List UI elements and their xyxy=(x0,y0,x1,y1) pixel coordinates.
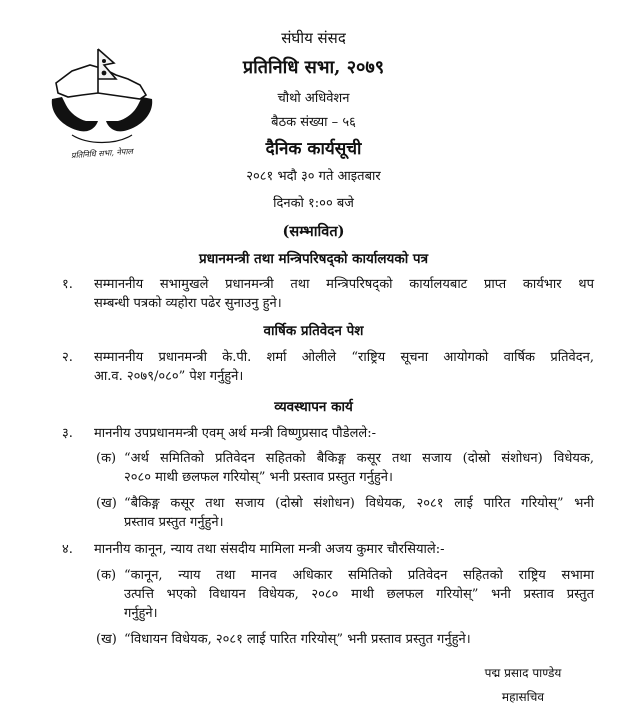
item-4-number: ४. xyxy=(62,542,73,557)
item-3-number: ३. xyxy=(62,426,73,441)
item-1-line-2: सम्बन्धी पत्रको व्यहोरा पढेर सुनाउनु हुने। xyxy=(94,296,282,311)
signatory-title: महासचिव xyxy=(501,690,545,704)
sitting-number: बैठक संख्या – ५६ xyxy=(271,115,356,130)
item-4a-line-3: गर्नुहुने। xyxy=(124,606,158,621)
doc-title: दैनिक कार्यसूची xyxy=(265,139,362,159)
item-3b-line-1: “बैकिङ्ग कसूर तथा सजाय (दोस्रो संशोधन) विधेयक, २०८१ लाई पारित गरियोस्” भनी xyxy=(124,496,594,511)
date-line: २०८१ भदौ ३० गते आइतबार xyxy=(246,169,381,184)
item-3a-line-2: २०८० माथी छलफल गरियोस्” भनी प्रस्ताव प्रस्तुत गर्नुहुने। xyxy=(124,470,393,485)
session-label: चौथो अधिवेशन xyxy=(277,91,350,106)
emblem-caption: प्रतिनिधि सभा, नेपाल xyxy=(70,146,134,161)
section-pmo-title: प्रधानमन्त्री तथा मन्त्रिपरिषद्को कार्यालयको पत्र xyxy=(198,251,429,267)
item-4a-label: (क) xyxy=(96,568,117,583)
item-4b-label: (ख) xyxy=(96,632,117,647)
item-4a-line-1: “कानून, न्याय तथा मानव अधिकार समितिको प्रतिवेदन सहितको राष्ट्रिय सभामा xyxy=(124,568,594,583)
item-3b-label: (ख) xyxy=(96,496,117,511)
house-name: प्रतिनिधि सभा, २०७९ xyxy=(242,57,385,78)
item-4a-line-2: उत्पत्ति भएको विधायन विधेयक, २०८० माथी छलफल गरियोस्” भनी प्रस्ताव प्रस्तुत xyxy=(124,587,594,602)
item-2-line-2: आ.व. २०७९/०८०” पेश गर्नुहुने। xyxy=(94,369,244,384)
status-label: (सम्भावित) xyxy=(282,223,345,240)
signatory-name: पद्म प्रसाद पाण्डेय xyxy=(484,666,562,680)
item-2-number: २. xyxy=(62,350,73,365)
section-annual-title: वार्षिक प्रतिवेदन पेश xyxy=(263,323,364,339)
item-3-intro: माननीय उपप्रधानमन्त्री एवम् अर्थ मन्त्री विष्णुप्रसाद पौडेलले:- xyxy=(94,426,377,441)
item-3a-line-1: “अर्थ समितिको प्रतिवेदन सहितको बैकिङ्ग कसूर तथा सजाय (दोस्रो संशोधन) विधेयक, xyxy=(124,451,594,466)
time-line: दिनको १:०० बजे xyxy=(273,196,354,211)
item-4-intro: माननीय कानून, न्याय तथा संसदीय मामिला मन्त्री अजय कुमार चौरसियाले:- xyxy=(94,542,445,557)
org-name: संघीय संसद xyxy=(281,29,346,47)
item-1-number: १. xyxy=(62,277,73,292)
item-3a-label: (क) xyxy=(96,451,117,466)
item-3b-line-2: प्रस्ताव प्रस्तुत गर्नुहुने। xyxy=(124,515,224,530)
item-4b-line-1: “विधायन विधेयक, २०८१ लाई पारित गरियोस्” भनी प्रस्ताव प्रस्तुत गर्नुहुने। xyxy=(124,632,471,647)
item-2-line-1: सम्माननीय प्रधानमन्त्री के.पी. शर्मा ओलीले “राष्ट्रिय सूचना आयोगको वार्षिक प्रतिवेदन, xyxy=(94,350,594,365)
item-1-line-1: सम्माननीय सभामुखले प्रधानमन्त्री तथा मन्त्रिपरिषद्को कार्यालयबाट प्राप्त कार्यभार थप xyxy=(94,277,594,292)
section-legislation-title: व्यवस्थापन कार्य xyxy=(274,399,353,415)
